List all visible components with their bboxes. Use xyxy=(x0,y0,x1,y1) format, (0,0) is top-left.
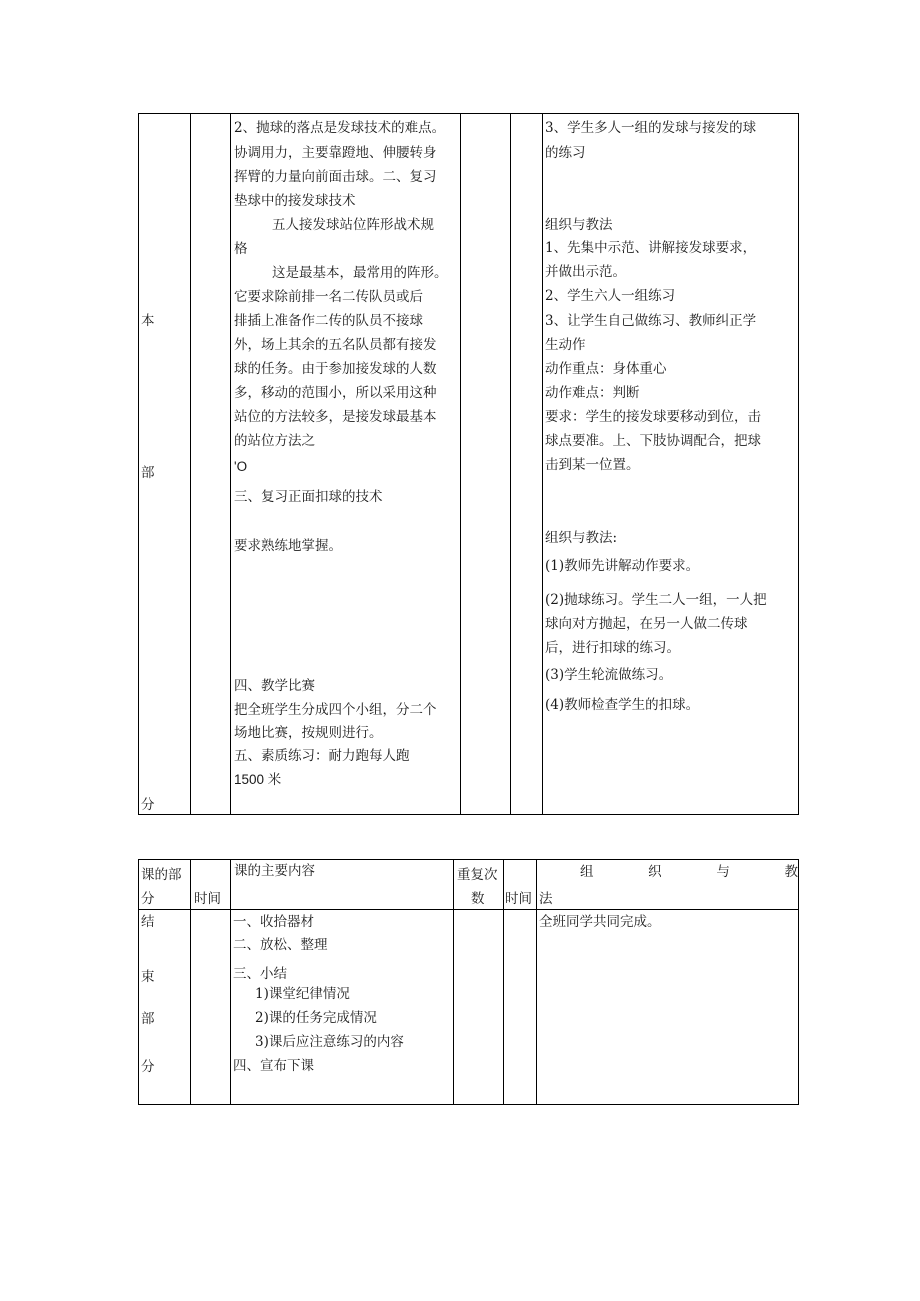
method-line: 要求：学生的接发球要移动到位，击 xyxy=(545,409,761,425)
content-line: 的站位方法之 xyxy=(234,433,315,449)
part-char: 部 xyxy=(141,1011,155,1027)
method-line: 1、先集中示范、讲解接发球要求， xyxy=(545,240,757,256)
method-line: 生动作 xyxy=(545,337,586,353)
content-line: 要求熟练地掌握。 xyxy=(234,538,342,554)
header-time: 时间 xyxy=(505,891,532,907)
content-line: 球的任务。由于参加接发球的人数 xyxy=(234,361,437,377)
content-line: 多，移动的范围小，所以采用这种 xyxy=(234,385,437,401)
content-line: 格 xyxy=(234,241,248,257)
method-line: 组织与教法 xyxy=(545,217,613,233)
table-divider xyxy=(510,113,511,815)
method-line: (2)抛球练习。学生二人一组，一人把 xyxy=(545,592,767,608)
method-line: 3、让学生自己做练习、教师纠正学 xyxy=(545,313,757,329)
method-line: 球点要准。上、下肢协调配合，把球 xyxy=(545,433,761,449)
content-line: 三、小结 xyxy=(233,966,287,982)
content-line: 它要求除前排一名二传队员或后 xyxy=(234,289,423,305)
method-line: (3)学生轮流做练习。 xyxy=(545,667,673,683)
content-line: 二、放松、整理 xyxy=(233,937,328,953)
method-line: 3、学生多人一组的发球与接发的球 xyxy=(545,120,757,136)
header-time: 时间 xyxy=(194,891,221,907)
part-char: 分 xyxy=(141,797,155,813)
method-line: 2、学生六人一组练习 xyxy=(545,288,676,304)
part-char: 结 xyxy=(141,914,155,930)
content-line: 这是最基本，最常用的阵形。 xyxy=(272,265,448,281)
table-divider xyxy=(190,113,191,815)
method-line: 动作重点：身体重心 xyxy=(545,361,667,377)
table-divider xyxy=(542,113,543,815)
header-reps: 重复次 xyxy=(457,867,498,883)
part-char: 分 xyxy=(141,1059,155,1075)
content-line: 'O xyxy=(234,459,248,474)
header-method-char: 织 xyxy=(648,864,662,880)
content-line: 2)课的任务完成情况 xyxy=(255,1010,377,1026)
content-line: 排插上准备作二传的队员不接球 xyxy=(234,313,423,329)
part-char: 束 xyxy=(141,969,155,985)
table-divider xyxy=(503,859,504,1105)
content-line: 1500 米 xyxy=(234,772,282,787)
table-divider xyxy=(460,113,461,815)
content-line: 五人接发球站位阵形战术规 xyxy=(272,217,434,233)
content-line: 四、宣布下课 xyxy=(233,1058,314,1074)
method-line: (1)教师先讲解动作要求。 xyxy=(545,558,700,574)
content-line: 垫球中的接发球技术 xyxy=(234,193,356,209)
table-divider xyxy=(190,859,191,1105)
table-divider xyxy=(230,113,231,815)
content-line: 协调用力，主要靠蹬地、伸腰转身 xyxy=(234,145,437,161)
method-line: 动作难点：判断 xyxy=(545,385,640,401)
content-line: 三、复习正面扣球的技术 xyxy=(234,489,383,505)
part-char: 本 xyxy=(141,313,155,329)
content-line: 2、抛球的落点是发球技术的难点。 xyxy=(234,120,446,136)
table-divider xyxy=(453,859,454,1105)
header-method-char: 组 xyxy=(580,864,594,880)
method-line: 的练习 xyxy=(545,145,586,161)
content-line: 站位的方法较多，是接发球最基本 xyxy=(234,409,437,425)
method-line: 并做出示范。 xyxy=(545,264,626,280)
content-line: 3)课后应注意练习的内容 xyxy=(255,1034,404,1050)
method-line: 击到某一位置。 xyxy=(545,457,640,473)
content-line: 五、素质练习：耐力跑每人跑 xyxy=(234,748,410,764)
header-part: 课的部 xyxy=(141,867,182,883)
content-line: 挥臂的力量向前面击球。二、复习 xyxy=(234,169,437,185)
header-method: 法 xyxy=(539,891,553,907)
header-part: 分 xyxy=(141,891,155,907)
header-method xyxy=(580,860,798,884)
method-line: 球向对方抛起，在另一人做二传球 xyxy=(545,616,748,632)
method-line: 全班同学共同完成。 xyxy=(539,914,661,930)
content-line: 把全班学生分成四个小组，分二个 xyxy=(234,702,437,718)
table-divider xyxy=(230,859,231,1105)
content-line: 场地比赛，按规则进行。 xyxy=(234,725,383,741)
header-content: 课的主要内容 xyxy=(234,863,315,879)
header-method-char: 教 xyxy=(784,864,798,880)
content-line: 一、收拾器材 xyxy=(233,914,314,930)
content-line: 1)课堂纪律情况 xyxy=(255,986,350,1002)
content-line: 外，场上其余的五名队员都有接发 xyxy=(234,337,437,353)
table-divider xyxy=(536,859,537,1105)
method-line: 后，进行扣球的练习。 xyxy=(545,640,680,656)
method-line: 组织与教法: xyxy=(545,530,618,546)
header-reps: 数 xyxy=(471,891,485,907)
part-char: 部 xyxy=(141,465,155,481)
header-method-char: 与 xyxy=(716,864,730,880)
method-line: (4)教师检查学生的扣球。 xyxy=(545,697,700,713)
content-line: 四、教学比赛 xyxy=(234,678,315,694)
